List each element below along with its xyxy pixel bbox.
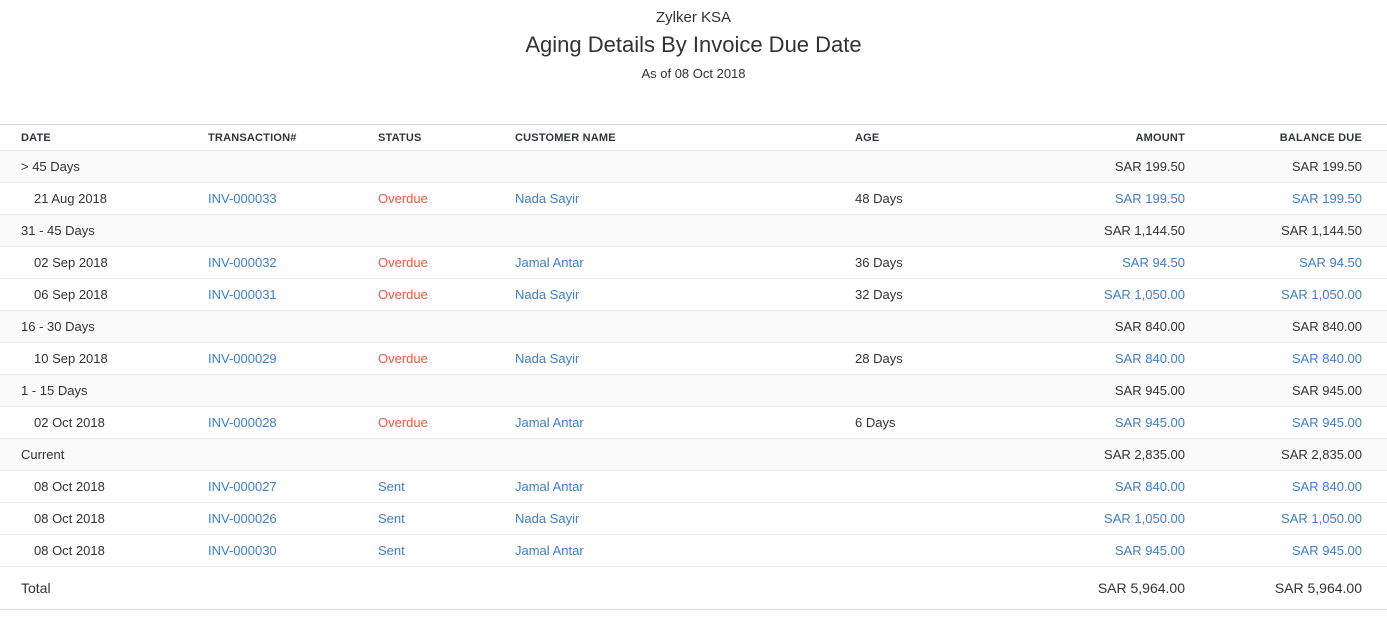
invoice-row bbox=[0, 183, 1387, 215]
invoice-age: 48 Days bbox=[855, 183, 985, 215]
status-badge: Sent bbox=[378, 543, 405, 558]
status-cell bbox=[378, 471, 515, 503]
customer-link[interactable]: Jamal Antar bbox=[515, 415, 584, 430]
invoice-age: 6 Days bbox=[855, 407, 985, 439]
status-cell bbox=[378, 343, 515, 375]
amount-link[interactable]: SAR 199.50 bbox=[1114, 191, 1185, 206]
invoice-age bbox=[855, 535, 985, 567]
balance-due-link[interactable]: SAR 840.00 bbox=[1291, 351, 1362, 366]
balance-cell bbox=[1185, 247, 1387, 279]
aging-bucket-label: 31 - 45 Days bbox=[0, 215, 985, 247]
customer-link[interactable]: Jamal Antar bbox=[515, 479, 584, 494]
balance-cell bbox=[1185, 279, 1387, 311]
amount-cell bbox=[985, 279, 1185, 311]
group-row bbox=[0, 215, 1387, 247]
balance-due-link[interactable]: SAR 945.00 bbox=[1291, 415, 1362, 430]
report-header bbox=[0, 0, 1387, 82]
balance-cell bbox=[1185, 343, 1387, 375]
customer-link[interactable]: Nada Sayir bbox=[515, 191, 580, 206]
transaction-link[interactable]: INV-000026 bbox=[208, 511, 277, 526]
group-row bbox=[0, 439, 1387, 471]
column-header-customer: CUSTOMER NAME bbox=[515, 125, 855, 151]
transaction-link[interactable]: INV-000028 bbox=[208, 415, 277, 430]
invoice-row bbox=[0, 535, 1387, 567]
amount-link[interactable]: SAR 945.00 bbox=[1114, 543, 1185, 558]
transaction-link[interactable]: INV-000032 bbox=[208, 255, 277, 270]
amount-cell bbox=[985, 183, 1185, 215]
status-badge: Sent bbox=[378, 479, 405, 494]
transaction-link[interactable]: INV-000029 bbox=[208, 351, 277, 366]
customer-cell bbox=[515, 535, 855, 567]
customer-cell bbox=[515, 407, 855, 439]
balance-due-link[interactable]: SAR 840.00 bbox=[1291, 479, 1362, 494]
amount-cell bbox=[985, 407, 1185, 439]
amount-cell bbox=[985, 471, 1185, 503]
aging-report-table bbox=[0, 124, 1387, 610]
invoice-row bbox=[0, 343, 1387, 375]
status-badge: Overdue bbox=[378, 415, 428, 430]
customer-cell bbox=[515, 343, 855, 375]
transaction-cell bbox=[208, 535, 378, 567]
amount-cell bbox=[985, 503, 1185, 535]
amount-cell bbox=[985, 535, 1185, 567]
invoice-date: 06 Sep 2018 bbox=[0, 279, 208, 311]
transaction-cell bbox=[208, 407, 378, 439]
report-date-range: As of 08 Oct 2018 bbox=[641, 66, 746, 81]
bucket-amount: SAR 945.00 bbox=[985, 375, 1185, 407]
transaction-cell bbox=[208, 279, 378, 311]
invoice-date: 02 Oct 2018 bbox=[0, 407, 208, 439]
status-badge: Overdue bbox=[378, 287, 428, 302]
group-row bbox=[0, 151, 1387, 183]
transaction-cell bbox=[208, 471, 378, 503]
company-name: Zylker KSA bbox=[655, 9, 731, 26]
status-badge: Overdue bbox=[378, 191, 428, 206]
status-cell bbox=[378, 535, 515, 567]
column-header-age: AGE bbox=[855, 125, 985, 151]
invoice-row bbox=[0, 503, 1387, 535]
invoice-row bbox=[0, 247, 1387, 279]
bucket-amount: SAR 1,144.50 bbox=[985, 215, 1185, 247]
transaction-cell bbox=[208, 503, 378, 535]
bucket-balance-due: SAR 2,835.00 bbox=[1185, 439, 1387, 471]
column-header-status: STATUS bbox=[378, 125, 515, 151]
amount-cell bbox=[985, 247, 1185, 279]
aging-bucket-label: 16 - 30 Days bbox=[0, 311, 985, 343]
customer-cell bbox=[515, 247, 855, 279]
transaction-cell bbox=[208, 247, 378, 279]
amount-cell bbox=[985, 343, 1185, 375]
invoice-date: 10 Sep 2018 bbox=[0, 343, 208, 375]
balance-due-link[interactable]: SAR 1,050.00 bbox=[1281, 511, 1362, 526]
status-cell bbox=[378, 247, 515, 279]
column-header-transaction: TRANSACTION# bbox=[208, 125, 378, 151]
group-row bbox=[0, 311, 1387, 343]
bucket-balance-due: SAR 199.50 bbox=[1185, 151, 1387, 183]
column-header-amount: AMOUNT bbox=[985, 125, 1185, 151]
amount-link[interactable]: SAR 1,050.00 bbox=[1104, 287, 1185, 302]
amount-link[interactable]: SAR 945.00 bbox=[1114, 415, 1185, 430]
status-cell bbox=[378, 503, 515, 535]
invoice-age: 28 Days bbox=[855, 343, 985, 375]
bucket-balance-due: SAR 840.00 bbox=[1185, 311, 1387, 343]
transaction-link[interactable]: INV-000030 bbox=[208, 543, 277, 558]
customer-link[interactable]: Jamal Antar bbox=[515, 255, 584, 270]
transaction-cell bbox=[208, 183, 378, 215]
customer-link[interactable]: Jamal Antar bbox=[515, 543, 584, 558]
invoice-row bbox=[0, 471, 1387, 503]
status-badge: Sent bbox=[378, 511, 405, 526]
group-row bbox=[0, 375, 1387, 407]
invoice-date: 08 Oct 2018 bbox=[0, 535, 208, 567]
balance-due-link[interactable]: SAR 94.50 bbox=[1299, 255, 1362, 270]
invoice-age bbox=[855, 503, 985, 535]
table-body bbox=[0, 151, 1387, 567]
invoice-row bbox=[0, 279, 1387, 311]
status-cell bbox=[378, 279, 515, 311]
amount-link[interactable]: SAR 840.00 bbox=[1114, 479, 1185, 494]
customer-cell bbox=[515, 471, 855, 503]
status-cell bbox=[378, 183, 515, 215]
invoice-row bbox=[0, 407, 1387, 439]
total-row bbox=[0, 567, 1387, 610]
total-amount: SAR 5,964.00 bbox=[985, 567, 1185, 610]
bucket-balance-due: SAR 1,144.50 bbox=[1185, 215, 1387, 247]
total-balance-due: SAR 5,964.00 bbox=[1185, 567, 1387, 610]
customer-link[interactable]: Nada Sayir bbox=[515, 287, 580, 302]
aging-bucket-label: > 45 Days bbox=[0, 151, 985, 183]
bucket-amount: SAR 2,835.00 bbox=[985, 439, 1185, 471]
customer-cell bbox=[515, 183, 855, 215]
invoice-age: 36 Days bbox=[855, 247, 985, 279]
transaction-cell bbox=[208, 343, 378, 375]
bucket-amount: SAR 199.50 bbox=[985, 151, 1185, 183]
total-label: Total bbox=[0, 567, 985, 610]
status-badge: Overdue bbox=[378, 255, 428, 270]
balance-cell bbox=[1185, 407, 1387, 439]
balance-due-link[interactable]: SAR 199.50 bbox=[1291, 191, 1362, 206]
invoice-age: 32 Days bbox=[855, 279, 985, 311]
balance-due-link[interactable]: SAR 945.00 bbox=[1291, 543, 1362, 558]
customer-link[interactable]: Nada Sayir bbox=[515, 511, 580, 526]
bucket-amount: SAR 840.00 bbox=[985, 311, 1185, 343]
balance-cell bbox=[1185, 535, 1387, 567]
transaction-link[interactable]: INV-000027 bbox=[208, 479, 277, 494]
amount-link[interactable]: SAR 1,050.00 bbox=[1104, 511, 1185, 526]
column-header-date: DATE bbox=[0, 125, 208, 151]
balance-cell bbox=[1185, 503, 1387, 535]
header-row bbox=[0, 125, 1387, 151]
status-badge: Overdue bbox=[378, 351, 428, 366]
invoice-age bbox=[855, 471, 985, 503]
invoice-date: 08 Oct 2018 bbox=[0, 471, 208, 503]
customer-link[interactable]: Nada Sayir bbox=[515, 351, 580, 366]
transaction-link[interactable]: INV-000033 bbox=[208, 191, 277, 206]
invoice-date: 21 Aug 2018 bbox=[0, 183, 208, 215]
amount-link[interactable]: SAR 94.50 bbox=[1122, 255, 1185, 270]
invoice-date: 08 Oct 2018 bbox=[0, 503, 208, 535]
aging-bucket-label: Current bbox=[0, 439, 985, 471]
balance-due-link[interactable]: SAR 1,050.00 bbox=[1281, 287, 1362, 302]
table-footer bbox=[0, 567, 1387, 610]
balance-cell bbox=[1185, 471, 1387, 503]
customer-cell bbox=[515, 503, 855, 535]
balance-cell bbox=[1185, 183, 1387, 215]
aging-bucket-label: 1 - 15 Days bbox=[0, 375, 985, 407]
report-title: Aging Details By Invoice Due Date bbox=[525, 32, 862, 57]
column-header-balance-due: BALANCE DUE bbox=[1185, 125, 1387, 151]
invoice-date: 02 Sep 2018 bbox=[0, 247, 208, 279]
amount-link[interactable]: SAR 840.00 bbox=[1114, 351, 1185, 366]
transaction-link[interactable]: INV-000031 bbox=[208, 287, 277, 302]
table-header bbox=[0, 125, 1387, 151]
bucket-balance-due: SAR 945.00 bbox=[1185, 375, 1387, 407]
status-cell bbox=[378, 407, 515, 439]
customer-cell bbox=[515, 279, 855, 311]
